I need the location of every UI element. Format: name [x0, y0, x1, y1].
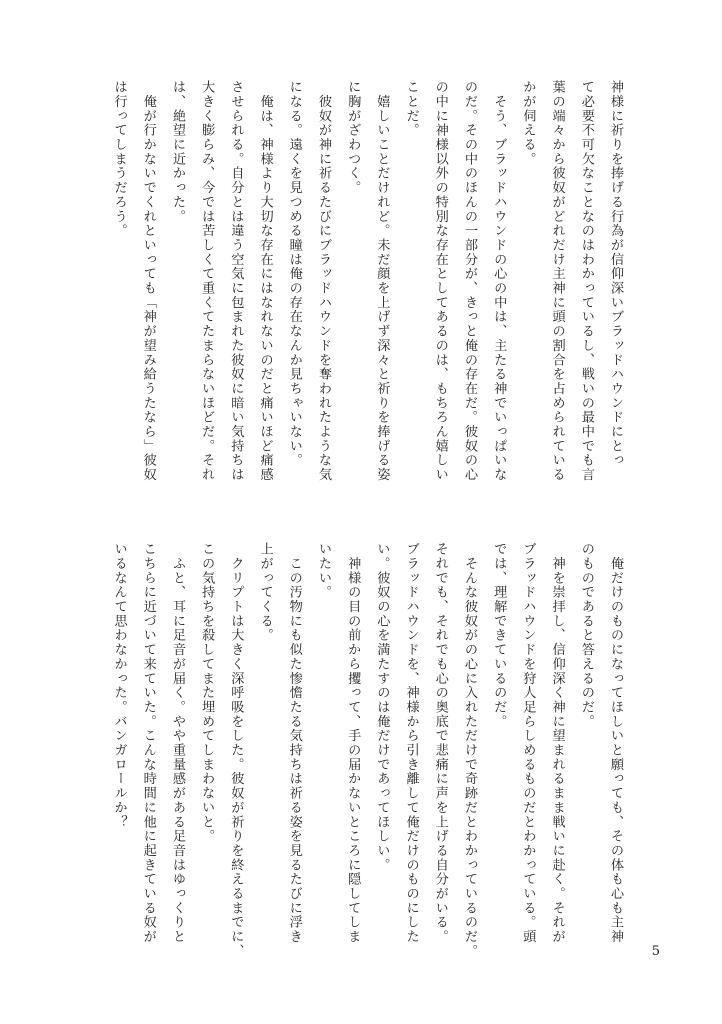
- text-line: 上がってくる。: [257, 542, 273, 643]
- text-line: こちらに近づいて来ていた。こんな時間に他に起きている奴が: [140, 542, 156, 944]
- text-line: ブラッドハウンドを狩人足らしめるものだとわかっている。頭: [520, 542, 536, 944]
- text-line: 俺は、神様より大切な存在にはなれないのだと痛いほど痛感: [257, 80, 273, 482]
- page-number: 5: [651, 944, 660, 959]
- upper-text-block: [90, 80, 630, 512]
- text-line: て必要不可欠なことなのはわかっているし、戦いの最中でも言: [578, 80, 594, 482]
- text-line: いるなんて思わなかった。バンガロールか？: [111, 542, 127, 829]
- text-line: それでも、それでも心の奥底で悲痛に声を上げる自分がいる。: [432, 542, 448, 944]
- text-line: クリプトは大きく深呼吸をした。彼奴が祈りを終えるまでに、: [228, 542, 244, 959]
- text-line: ブラッドハウンドを、神様から引き離して俺だけのものにした: [403, 542, 419, 944]
- text-line: かが伺える。: [520, 80, 536, 167]
- text-line: になる。遠くを見つめる瞳は俺の存在なんか見ちゃいない。: [286, 80, 302, 468]
- text-line: 神様の目の前から攫って、手の届かないところに隠してしま: [345, 542, 361, 944]
- text-line: 神を崇拝し、信仰深く神に望まれるまま戦いに赴く。それが: [549, 542, 565, 944]
- text-line: のものであると答えるのだ。: [578, 542, 594, 729]
- text-line: は、絶望に近かった。: [169, 80, 185, 224]
- text-line: この汚物にも似た惨憺たる気持ちは祈る姿を見るたびに浮き: [286, 542, 302, 944]
- text-line: 彼奴が神に祈るたびにブラッドハウンドを奪われたような気: [315, 80, 331, 482]
- lower-text-block: [90, 542, 630, 974]
- text-line: いたい。: [315, 542, 331, 600]
- text-line: のだ。その中のほんの一部分が、きっと俺の存在だ。彼奴の心: [461, 80, 477, 482]
- text-line: そんな彼奴がの心に入れただけで奇跡だとわかっているのだ。: [461, 542, 477, 959]
- text-line: では、理解できているのだ。: [491, 542, 507, 729]
- text-line: そう、ブラッドハウンドの心の中は、主たる神でいっぱいな: [491, 80, 507, 482]
- text-line: い。彼奴の心を満たすのは俺だけであってほしい。: [374, 542, 390, 873]
- text-line: は行ってしまうだろう。: [111, 80, 127, 238]
- text-line: させられる。自分とは違う空気に包まれた彼奴に暗い気持ちは: [228, 80, 244, 482]
- text-line: 嬉しいことだけれど。未だ顔を上げず深々と祈りを捧げる姿: [374, 80, 390, 482]
- text-line: 俺が行かないでくれといっても「神が望み給うたなら」彼奴: [140, 80, 156, 482]
- text-line: ふと、耳に足音が届く。やや重量感がある足音はゆっくりと: [169, 542, 185, 944]
- text-line: に胸がざわつく。: [345, 80, 361, 195]
- text-line: 神様に祈りを捧げる行為が信仰深いブラッドハウンドにとっ: [608, 80, 623, 468]
- text-line: 俺だけのものになってほしいと願っても、その体も心も主神: [608, 542, 623, 944]
- text-line: 大きく膨らみ、今では苦しくて重くてたまらないほどだ。それ: [199, 80, 215, 482]
- text-line: ことだ。: [403, 80, 419, 138]
- text-line: 葉の端々から彼奴がどれだけ主神に頭の割合を占められている: [549, 80, 565, 482]
- text-line: の中に神様以外の特別な存在としてあるのは、もちろん嬉しい: [432, 80, 448, 482]
- text-line: この気持ちを殺してまた埋めてしまわないと。: [199, 542, 215, 844]
